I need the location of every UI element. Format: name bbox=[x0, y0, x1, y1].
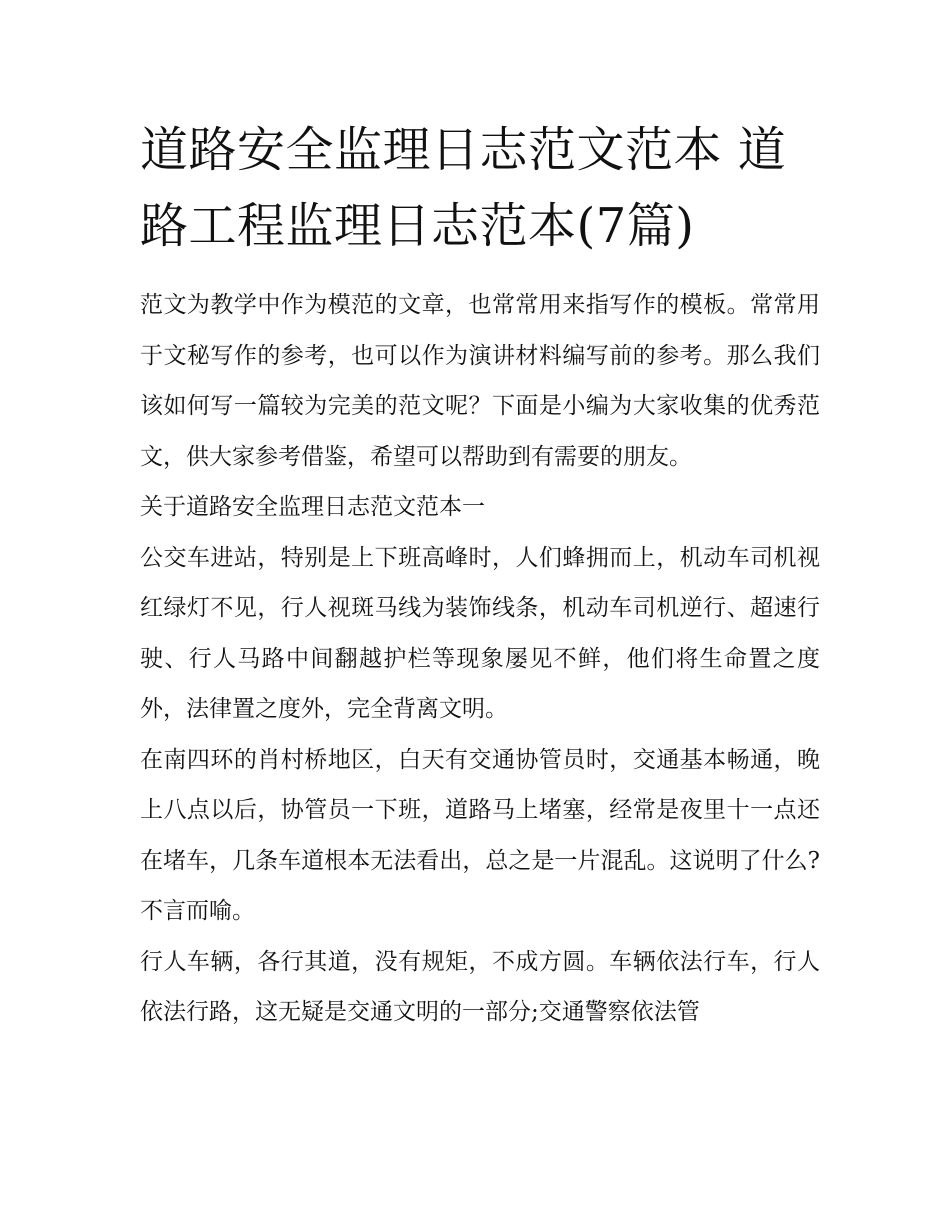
paragraph: 在南四环的肖村桥地区，白天有交通协管员时，交通基本畅通，晚上八点以后，协管员一下班，道路马上堵塞，经常是夜里十一点还在堵车，几条车道根本无法看出，总之是一片混乱。这说明了什么?不言而喻。 bbox=[140, 746, 820, 924]
document-body bbox=[140, 280, 820, 1038]
paragraph-intro: 范文为教学中作为模范的文章，也常常用来指写作的模板。常常用于文秘写作的参考，也可以作为演讲材料编写前的参考。那么我们该如何写一篇较为完美的范文呢？下面是小编为大家收集的优秀范文，供大家参考借鉴，希望可以帮助到有需要的朋友。 bbox=[140, 292, 820, 470]
section-heading: 关于道路安全监理日志范文范本一 bbox=[140, 494, 485, 520]
paragraph: 公交车进站，特别是上下班高峰时，人们蜂拥而上，机动车司机视红绿灯不见，行人视斑马线为装饰线条，机动车司机逆行、超速行驶、行人马路中间翻越护栏等现象屡见不鲜，他们将生命置之度外，法律置之度外，完全背离文明。 bbox=[140, 544, 820, 722]
document-title: 道路安全监理日志范文范本 道路工程监理日志范本(7篇) bbox=[140, 122, 787, 254]
paragraph: 行人车辆，各行其道，没有规矩，不成方圆。车辆依法行车，行人依法行路，这无疑是交通文明的一部分;交通警察依法管 bbox=[140, 948, 820, 1025]
